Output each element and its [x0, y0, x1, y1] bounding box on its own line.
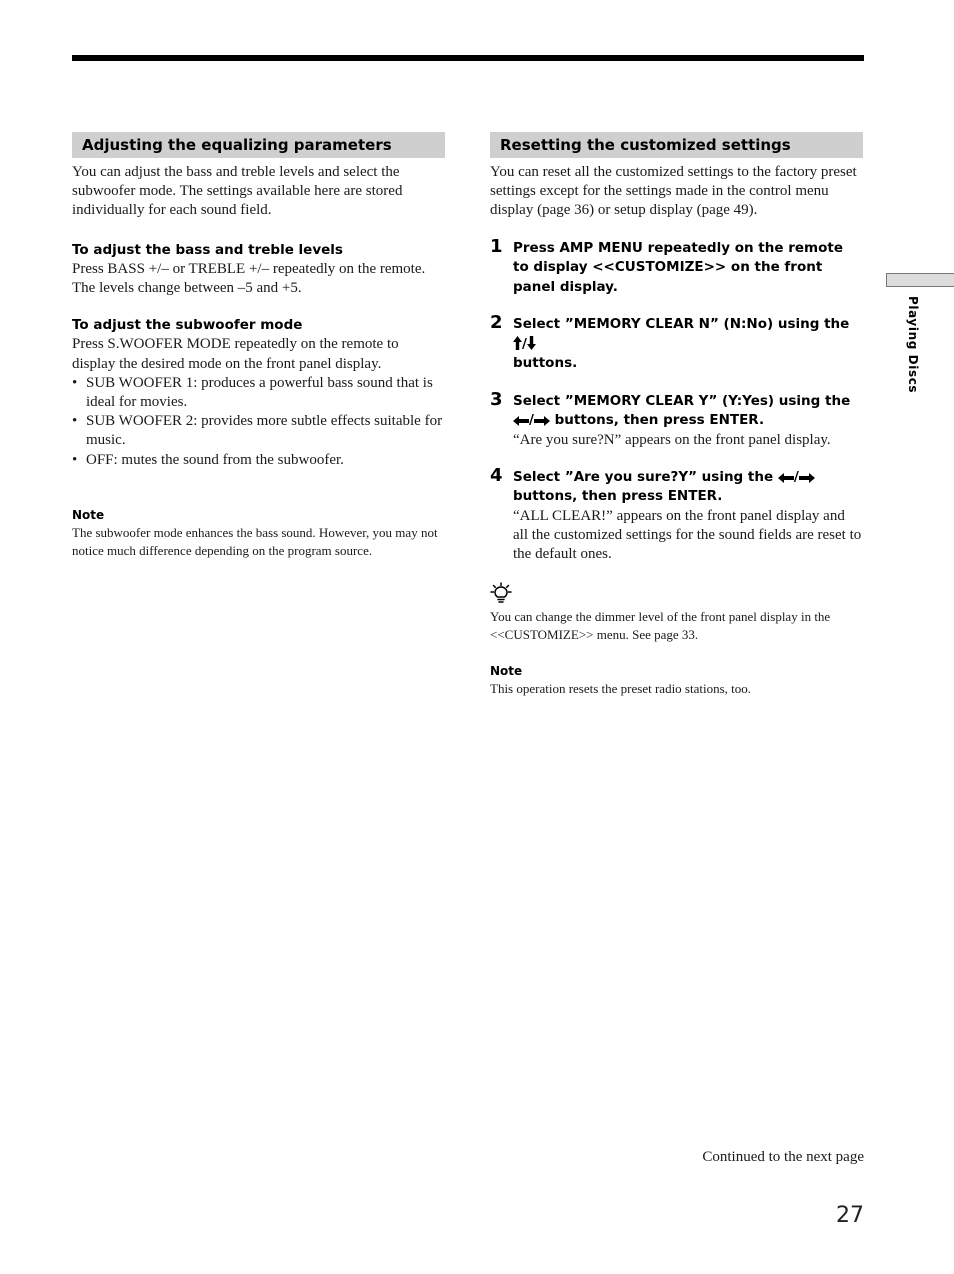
step-title: Select ”MEMORY CLEAR Y” (Y:Yes) using the / buttons, then press ENTER. [513, 392, 851, 429]
note-text: The subwoofer mode enhances the bass sound. However, you may not notice much difference depending on the program source. [72, 524, 438, 558]
equalizing-intro: You can adjust the bass and treble levels and select the subwoofer mode. The settings available here are stored individually for each sound field. [72, 164, 403, 219]
step-detail: “Are you sure?N” appears on the front panel display. [513, 431, 831, 448]
list-item: • SUB WOOFER 1: produces a powerful bass sound that is ideal for movies. [72, 374, 433, 411]
left-column [72, 132, 445, 560]
arrow-left-icon [513, 416, 529, 426]
resetting-intro: You can reset all the customized settings to the factory preset settings except for the settings made in the control menu display (page 36) or setup display (page 49). [490, 164, 857, 219]
list-item: • OFF: mutes the sound from the subwoofer. [72, 451, 344, 468]
arrow-up-icon [513, 336, 522, 350]
step-number: 1 [490, 235, 503, 257]
section-heading-resetting: Resetting the customized settings [490, 132, 863, 158]
arrow-down-icon [527, 336, 536, 350]
bass-treble-heading: To adjust the bass and treble levels [72, 241, 343, 258]
arrow-left-icon [778, 473, 794, 483]
lightbulb-icon [490, 582, 512, 604]
side-tab-marker [886, 273, 954, 287]
right-column [490, 132, 863, 698]
note-label: Note [490, 664, 523, 679]
subwoofer-text: Press S.WOOFER MODE repeatedly on the remote to display the desired mode on the front panel display. [72, 336, 399, 372]
step-number: 3 [490, 388, 503, 410]
continued-note: Continued to the next page [702, 1149, 864, 1165]
bass-treble-text: Press BASS +/– or TREBLE +/– repeatedly on the remote. The levels change between –5 and +5. [72, 260, 426, 297]
arrow-right-icon [534, 416, 550, 426]
step-4 [490, 464, 863, 565]
note-text: This operation resets the preset radio stations, too. [490, 681, 752, 697]
step-title: Select ”Are you sure?Y” using the / buttons, then press ENTER. [513, 468, 863, 507]
arrow-right-icon [799, 473, 815, 483]
step-detail: “ALL CLEAR!” appears on the front panel display and all the customized settings for the sound fields are reset to the default ones. [513, 507, 862, 563]
tip-text: You can change the dimmer level of the front panel display in the <<CUSTOMIZE>> menu. See page 33. [490, 609, 831, 643]
step-title: Press AMP MENU repeatedly on the remote to display <<CUSTOMIZE>> on the front panel display. [513, 239, 843, 295]
step-title: Select ”MEMORY CLEAR N” (N:No) using the / buttons. [513, 316, 850, 372]
top-rule [72, 55, 864, 61]
subwoofer-mode-list [72, 374, 445, 470]
step-number: 4 [490, 464, 503, 486]
list-item: • SUB WOOFER 2: provides more subtle effects suitable for music. [72, 413, 443, 449]
section-heading-equalizing: Adjusting the equalizing parameters [72, 132, 445, 158]
subwoofer-heading: To adjust the subwoofer mode [72, 317, 303, 334]
page-number: 27 [836, 1203, 864, 1228]
side-tab-label: Playing Discs [906, 296, 920, 394]
step-2 [490, 312, 863, 374]
step-3 [490, 388, 863, 450]
step-number: 2 [490, 312, 503, 334]
step-1 [490, 235, 863, 298]
note-label: Note [72, 507, 105, 522]
